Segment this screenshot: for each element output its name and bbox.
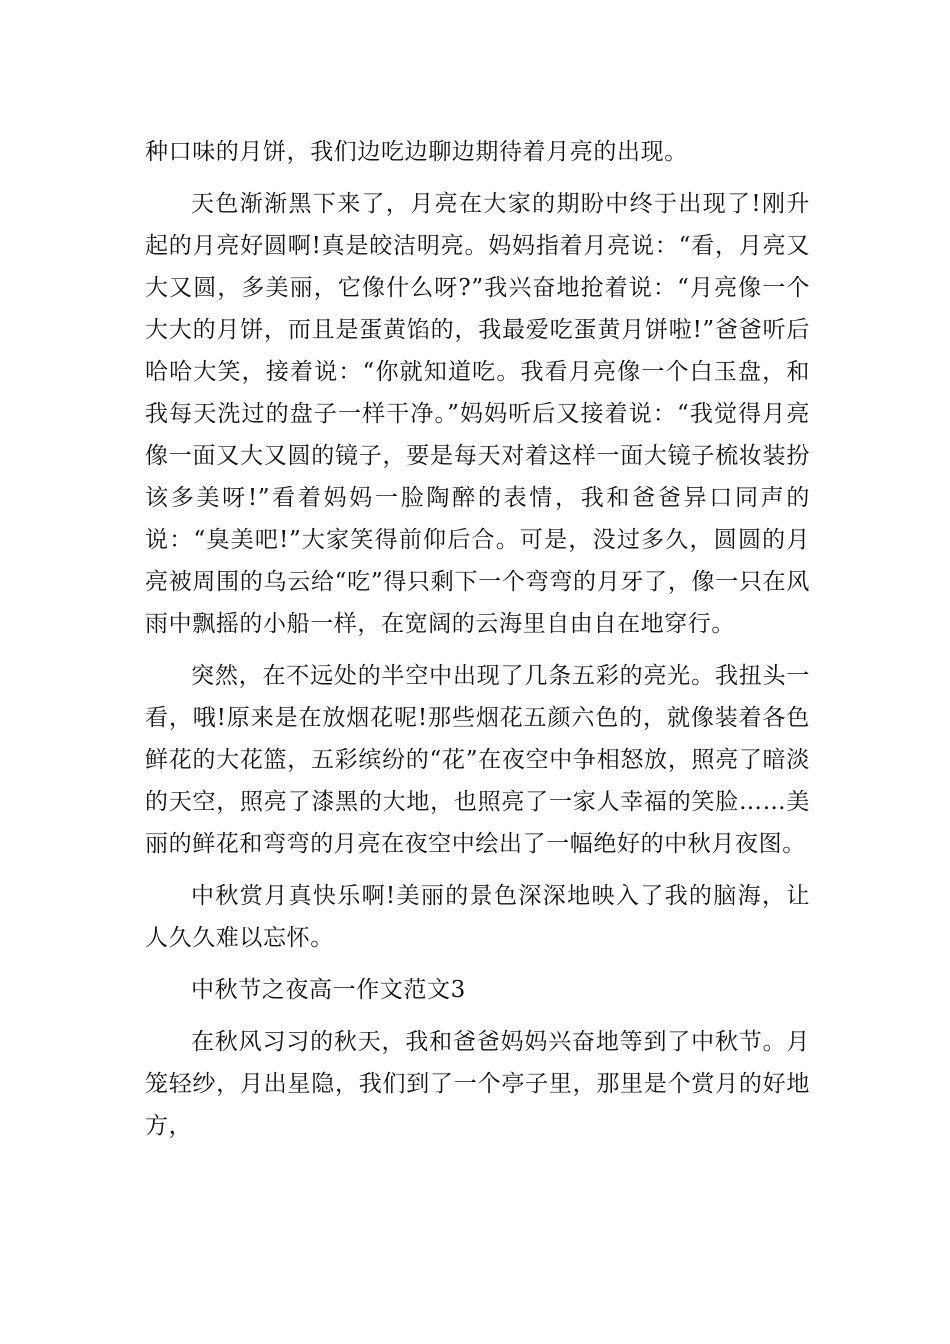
section-heading: 中秋节之夜高一作文范文3 [191, 977, 466, 1003]
paragraph-1: 种口味的月饼，我们边吃边聊边期待着月亮的出现。 [145, 139, 688, 165]
document-page [145, 131, 810, 1157]
paragraph-3: 突然，在不远处的半空中出现了几条五彩的亮光。我扭头一看，哦!原来是在放烟花呢!那些烟花五颜六色的，就像装着各色鲜花的大花篮，五彩缤纷的“花”在夜空中争相怒放，照亮了暗淡的天空，照亮了漆黑的大地，也照亮了一家人幸福的笑脸……美丽的鲜花和弯弯的月亮在夜空中绘出了一幅绝好的中秋月夜图。 [145, 663, 810, 857]
paragraph-5: 在秋风习习的秋天，我和爸爸妈妈兴奋地等到了中秋节。月笼轻纱，月出星隐，我们到了一个亭子里，那里是个赏月的好地方， [145, 1029, 810, 1139]
paragraph-4: 中秋赏月真快乐啊!美丽的景色深深地映入了我的脑海，让人久久难以忘怀。 [145, 883, 810, 951]
paragraph-2: 天色渐渐黑下来了，月亮在大家的期盼中终于出现了!刚升起的月亮好圆啊!真是皎洁明亮。妈妈指着月亮说：“看，月亮又大又圆，多美丽，它像什么呀?”我兴奋地抢着说：“月亮像一个大大的月饼，而且是蛋黄馅的，我最爱吃蛋黄月饼啦!”爸爸听后哈哈大笑，接着说：“你就知道吃。我看月亮像一个白玉盘，和我每天洗过的盘子一样干净。”妈妈听后又接着说：“我觉得月亮像一面又大又圆的镜子，要是每天对着这样一面大镜子梳妆装扮该多美呀!”看着妈妈一脸陶醉的表情，我和爸爸异口同声的说：“臭美吧!”大家笑得前仰后合。可是，没过多久，圆圆的月亮被周围的乌云给“吃”得只剩下一个弯弯的月牙了，像一只在风雨中飘摇的小船一样，在宽阔的云海里自由自在地穿行。 [145, 191, 810, 637]
